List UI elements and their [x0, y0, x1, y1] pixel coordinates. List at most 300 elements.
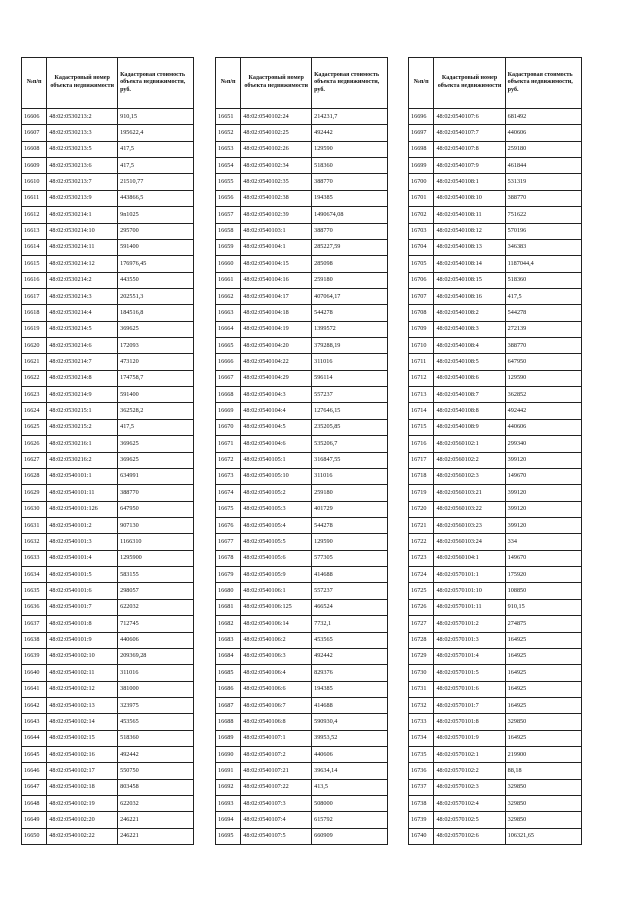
- cadastral-number: 48:02:0570101:11: [434, 599, 505, 615]
- row-number: 16631: [22, 517, 47, 533]
- cadastral-number: 48:02:0570102:3: [434, 779, 505, 795]
- cadastral-number: 48:02:0540101:8: [47, 616, 118, 632]
- cadastral-number: 48:02:0540101:2: [47, 517, 118, 533]
- cadastral-number: 48:02:0540102:12: [47, 681, 118, 697]
- table-row: [22, 648, 194, 664]
- table-row: [409, 305, 582, 321]
- cadastral-value: 295700: [118, 223, 194, 239]
- cadastral-value: 440606: [118, 632, 194, 648]
- row-number: 16682: [216, 616, 241, 632]
- table-row: [22, 321, 194, 337]
- row-number: 16655: [216, 174, 241, 190]
- row-number: 16724: [409, 567, 434, 583]
- cadastral-number: 48:02:0530214:9: [47, 387, 118, 403]
- row-number: 16633: [22, 550, 47, 566]
- cadastral-number: 48:02:0540102:16: [47, 747, 118, 763]
- cadastral-value: 127646,15: [312, 403, 388, 419]
- cadastral-number: 48:02:0540102:13: [47, 697, 118, 713]
- row-number: 16730: [409, 665, 434, 681]
- table-row: [22, 452, 194, 468]
- row-number: 16667: [216, 370, 241, 386]
- table-row: [22, 763, 194, 779]
- row-number: 16683: [216, 632, 241, 648]
- cadastral-value: 535206,7: [312, 436, 388, 452]
- cadastral-value: 311016: [312, 354, 388, 370]
- cadastral-value: 751622: [505, 207, 581, 223]
- cadastral-number: 48:02:0570101:2: [434, 616, 505, 632]
- cadastral-number: 48:02:0560103:24: [434, 534, 505, 550]
- table-row: [22, 174, 194, 190]
- table-row: [216, 599, 388, 615]
- table-row: [22, 681, 194, 697]
- row-number: 16626: [22, 436, 47, 452]
- cadastral-number: 48:02:0540105:3: [241, 501, 312, 517]
- table-row: [22, 305, 194, 321]
- cadastral-number: 48:02:0560103:23: [434, 517, 505, 533]
- table-row: [216, 697, 388, 713]
- cadastral-value: 369625: [118, 452, 194, 468]
- cadastral-value: 259180: [312, 272, 388, 288]
- cadastral-value: 399120: [505, 501, 581, 517]
- cadastral-value: 414688: [312, 697, 388, 713]
- row-number: 16708: [409, 305, 434, 321]
- row-number: 16642: [22, 697, 47, 713]
- row-number: 16619: [22, 321, 47, 337]
- cadastral-value: 577305: [312, 550, 388, 566]
- cadastral-number: 48:02:0540104:5: [241, 419, 312, 435]
- cadastral-number: 48:02:0570101:7: [434, 697, 505, 713]
- cadastral-value: 369625: [118, 321, 194, 337]
- table-row: [216, 828, 388, 844]
- cadastral-value: 164925: [505, 730, 581, 746]
- cadastral-number: 48:02:0530214:5: [47, 321, 118, 337]
- table-row: [409, 452, 582, 468]
- table-row: [22, 714, 194, 730]
- cadastral-value: 346383: [505, 239, 581, 255]
- row-number: 16701: [409, 190, 434, 206]
- cadastral-value: 596114: [312, 370, 388, 386]
- row-number: 16627: [22, 452, 47, 468]
- cadastral-value: 1166310: [118, 534, 194, 550]
- table-row: [22, 517, 194, 533]
- row-number: 16645: [22, 747, 47, 763]
- cadastral-number: 48:02:0540108:16: [434, 288, 505, 304]
- table-row: [216, 141, 388, 157]
- table-row: [216, 779, 388, 795]
- row-number: 16677: [216, 534, 241, 550]
- cadastral-value: 369625: [118, 436, 194, 452]
- cadastral-value: 803458: [118, 779, 194, 795]
- row-number: 16632: [22, 534, 47, 550]
- cadastral-number: 48:02:0570102:4: [434, 796, 505, 812]
- cadastral-number: 48:02:0540106:125: [241, 599, 312, 615]
- row-number: 16675: [216, 501, 241, 517]
- cadastral-value: 492442: [118, 747, 194, 763]
- cadastral-value: 417,5: [118, 419, 194, 435]
- row-number: 16651: [216, 109, 241, 125]
- table-row: [409, 616, 582, 632]
- table-row: [409, 730, 582, 746]
- row-number: 16658: [216, 223, 241, 239]
- header-cadastral-number: Кадастровый номер объекта недвижимости: [241, 58, 312, 109]
- table-row: [409, 648, 582, 664]
- cadastral-value: 7732,1: [312, 616, 388, 632]
- row-number: 16607: [22, 125, 47, 141]
- cadastral-number: 48:02:0540101:4: [47, 550, 118, 566]
- cadastral-value: 453565: [118, 714, 194, 730]
- cadastral-number: 48:02:0540105:10: [241, 468, 312, 484]
- row-number: 16639: [22, 648, 47, 664]
- row-number: 16727: [409, 616, 434, 632]
- cadastral-number: 48:02:0540104:19: [241, 321, 312, 337]
- row-number: 16668: [216, 387, 241, 403]
- row-number: 16648: [22, 796, 47, 812]
- cadastral-value: 531319: [505, 174, 581, 190]
- cadastral-number: 48:02:0540106:1: [241, 583, 312, 599]
- row-number: 16733: [409, 714, 434, 730]
- cadastral-value: 285227,59: [312, 239, 388, 255]
- cadastral-number: 48:02:0540102:20: [47, 812, 118, 828]
- table-row: [409, 534, 582, 550]
- cadastral-value: 334: [505, 534, 581, 550]
- table-row: [216, 517, 388, 533]
- cadastral-value: 557237: [312, 387, 388, 403]
- cadastral-value: 518360: [505, 272, 581, 288]
- table-row: [216, 648, 388, 664]
- cadastral-value: 1399572: [312, 321, 388, 337]
- cadastral-number: 48:02:0570101:5: [434, 665, 505, 681]
- row-number: 16731: [409, 681, 434, 697]
- table-row: [216, 501, 388, 517]
- cadastral-number: 48:02:0560103:22: [434, 501, 505, 517]
- table-row: [409, 239, 582, 255]
- row-number: 16620: [22, 338, 47, 354]
- row-number: 16623: [22, 387, 47, 403]
- cadastral-number: 48:02:0530215:2: [47, 419, 118, 435]
- cadastral-number: 48:02:0540107:4: [241, 812, 312, 828]
- row-number: 16638: [22, 632, 47, 648]
- row-number: 16657: [216, 207, 241, 223]
- cadastral-number: 48:02:0530214:10: [47, 223, 118, 239]
- cadastral-value: 129590: [505, 370, 581, 386]
- row-number: 16722: [409, 534, 434, 550]
- cadastral-number: 48:02:0530214:4: [47, 305, 118, 321]
- header-cadastral-value: Кадастровая стоимость объекта недвижимости, руб.: [118, 58, 194, 109]
- table-row: [22, 550, 194, 566]
- cadastral-value: 329850: [505, 779, 581, 795]
- table-row: [409, 517, 582, 533]
- cadastral-value: 647950: [505, 354, 581, 370]
- row-number: 16613: [22, 223, 47, 239]
- cadastral-value: 311016: [118, 665, 194, 681]
- cadastral-number: 48:02:0570102:6: [434, 828, 505, 844]
- table-row: [409, 583, 582, 599]
- cadastral-number: 48:02:0560102:2: [434, 452, 505, 468]
- row-number: 16696: [409, 109, 434, 125]
- cadastral-number: 48:02:0540102:38: [241, 190, 312, 206]
- table-row: [216, 256, 388, 272]
- register-table-2: [215, 57, 388, 845]
- row-number: 16716: [409, 436, 434, 452]
- cadastral-number: 48:02:0570101:9: [434, 730, 505, 746]
- table-row: [22, 534, 194, 550]
- cadastral-number: 48:02:0540102:26: [241, 141, 312, 157]
- row-number: 16614: [22, 239, 47, 255]
- cadastral-number: 48:02:0540108:8: [434, 403, 505, 419]
- cadastral-number: 48:02:0570102:2: [434, 763, 505, 779]
- table-row: [409, 550, 582, 566]
- row-number: 16665: [216, 338, 241, 354]
- cadastral-number: 48:02:0530214:12: [47, 256, 118, 272]
- table-row: [22, 109, 194, 125]
- row-number: 16628: [22, 468, 47, 484]
- header-cadastral-number: Кадастровый номер объекта недвижимости: [47, 58, 118, 109]
- cadastral-number: 48:02:0540102:17: [47, 763, 118, 779]
- row-number: 16678: [216, 550, 241, 566]
- cadastral-number: 48:02:0540102:18: [47, 779, 118, 795]
- cadastral-value: 175920: [505, 567, 581, 583]
- table-row: [22, 354, 194, 370]
- row-number: 16698: [409, 141, 434, 157]
- row-number: 16611: [22, 190, 47, 206]
- cadastral-number: 48:02:0540105:1: [241, 452, 312, 468]
- table-row: [216, 419, 388, 435]
- table-row: [216, 403, 388, 419]
- cadastral-number: 48:02:0540101:126: [47, 501, 118, 517]
- cadastral-value: 388770: [505, 190, 581, 206]
- cadastral-number: 48:02:0540103:1: [241, 223, 312, 239]
- row-number: 16705: [409, 256, 434, 272]
- cadastral-value: 417,5: [118, 158, 194, 174]
- row-number: 16621: [22, 354, 47, 370]
- table-row: [409, 828, 582, 844]
- table-row: [409, 125, 582, 141]
- cadastral-value: 149670: [505, 468, 581, 484]
- cadastral-number: 48:02:0570101:6: [434, 681, 505, 697]
- table-row: [409, 763, 582, 779]
- cadastral-value: 164925: [505, 681, 581, 697]
- cadastral-value: 440606: [505, 125, 581, 141]
- cadastral-number: 48:02:0540101:1: [47, 468, 118, 484]
- cadastral-number: 48:02:0540108:9: [434, 419, 505, 435]
- table-row: [22, 223, 194, 239]
- cadastral-value: 910,15: [505, 599, 581, 615]
- cadastral-value: 910,15: [118, 109, 194, 125]
- header-cadastral-value: Кадастровая стоимость объекта недвижимости, руб.: [505, 58, 581, 109]
- row-number: 16636: [22, 599, 47, 615]
- cadastral-value: 829376: [312, 665, 388, 681]
- table-row: [216, 158, 388, 174]
- cadastral-number: 48:02:0570101:4: [434, 648, 505, 664]
- row-number: 16707: [409, 288, 434, 304]
- table-row: [216, 321, 388, 337]
- cadastral-value: 259180: [312, 485, 388, 501]
- row-number: 16706: [409, 272, 434, 288]
- table-row: [22, 125, 194, 141]
- cadastral-value: 591400: [118, 387, 194, 403]
- table-row: [409, 288, 582, 304]
- row-number: 16704: [409, 239, 434, 255]
- cadastral-number: 48:02:0570101:1: [434, 567, 505, 583]
- row-number: 16685: [216, 665, 241, 681]
- cadastral-number: 48:02:0530214:6: [47, 338, 118, 354]
- table-row: [409, 370, 582, 386]
- cadastral-number: 48:02:0530213:5: [47, 141, 118, 157]
- table-row: [216, 730, 388, 746]
- table-row: [409, 485, 582, 501]
- row-number: 16680: [216, 583, 241, 599]
- table-row: [216, 616, 388, 632]
- row-number: 16740: [409, 828, 434, 844]
- cadastral-number: 48:02:0540106:8: [241, 714, 312, 730]
- table-row: [409, 109, 582, 125]
- cadastral-number: 48:02:0530213:9: [47, 190, 118, 206]
- cadastral-number: 48:02:0540105:5: [241, 534, 312, 550]
- table-row: [409, 779, 582, 795]
- row-number: 16726: [409, 599, 434, 615]
- cadastral-value: 329850: [505, 714, 581, 730]
- cadastral-number: 48:02:0540105:9: [241, 567, 312, 583]
- cadastral-value: 272139: [505, 321, 581, 337]
- cadastral-value: 401729: [312, 501, 388, 517]
- table-row: [216, 468, 388, 484]
- row-number: 16656: [216, 190, 241, 206]
- row-number: 16694: [216, 812, 241, 828]
- cadastral-number: 48:02:0540107:21: [241, 763, 312, 779]
- table-row: [409, 321, 582, 337]
- table-row: [409, 599, 582, 615]
- table-row: [22, 828, 194, 844]
- cadastral-number: 48:02:0540105:2: [241, 485, 312, 501]
- cadastral-value: 362852: [505, 387, 581, 403]
- cadastral-value: 492442: [312, 125, 388, 141]
- cadastral-value: 329850: [505, 796, 581, 812]
- row-number: 16715: [409, 419, 434, 435]
- cadastral-value: 518360: [312, 158, 388, 174]
- row-number: 16654: [216, 158, 241, 174]
- cadastral-value: 453565: [312, 632, 388, 648]
- table-row: [22, 697, 194, 713]
- cadastral-number: 48:02:0540108:14: [434, 256, 505, 272]
- table-row: [409, 567, 582, 583]
- cadastral-number: 48:02:0540108:6: [434, 370, 505, 386]
- cadastral-number: 48:02:0540108:2: [434, 305, 505, 321]
- table-row: [409, 419, 582, 435]
- cadastral-number: 48:02:0540102:25: [241, 125, 312, 141]
- cadastral-value: 214231,7: [312, 109, 388, 125]
- table-row: [216, 714, 388, 730]
- row-number: 16697: [409, 125, 434, 141]
- cadastral-number: 48:02:0540102:24: [241, 109, 312, 125]
- table-row: [409, 436, 582, 452]
- row-number: 16646: [22, 763, 47, 779]
- cadastral-value: 417,5: [505, 288, 581, 304]
- table-row: [216, 190, 388, 206]
- cadastral-number: 48:02:0540107:3: [241, 796, 312, 812]
- cadastral-number: 48:02:0540108:3: [434, 321, 505, 337]
- cadastral-value: 417,5: [118, 141, 194, 157]
- table-row: [216, 632, 388, 648]
- row-number: 16653: [216, 141, 241, 157]
- cadastral-number: 48:02:0540107:8: [434, 141, 505, 157]
- row-number: 16676: [216, 517, 241, 533]
- table-row: [409, 796, 582, 812]
- row-number: 16652: [216, 125, 241, 141]
- cadastral-number: 48:02:0540102:10: [47, 648, 118, 664]
- cadastral-number: 48:02:0540102:39: [241, 207, 312, 223]
- cadastral-number: 48:02:0530214:11: [47, 239, 118, 255]
- row-number: 16663: [216, 305, 241, 321]
- cadastral-value: 388770: [312, 174, 388, 190]
- cadastral-number: 48:02:0540104:17: [241, 288, 312, 304]
- cadastral-number: 48:02:0560102:3: [434, 468, 505, 484]
- table-row: [216, 174, 388, 190]
- cadastral-value: 235205,85: [312, 419, 388, 435]
- cadastral-number: 48:02:0570102:1: [434, 747, 505, 763]
- table-row: [216, 763, 388, 779]
- row-number: 16630: [22, 501, 47, 517]
- cadastral-number: 48:02:0570102:5: [434, 812, 505, 828]
- row-number: 16710: [409, 338, 434, 354]
- table-row: [22, 272, 194, 288]
- cadastral-value: 219900: [505, 747, 581, 763]
- cadastral-number: 48:02:0540101:11: [47, 485, 118, 501]
- cadastral-number: 48:02:0540107:9: [434, 158, 505, 174]
- cadastral-value: 1295900: [118, 550, 194, 566]
- table-row: [409, 141, 582, 157]
- cadastral-value: 176976,45: [118, 256, 194, 272]
- cadastral-number: 48:02:0530213:3: [47, 125, 118, 141]
- table-row: [22, 583, 194, 599]
- row-number: 16692: [216, 779, 241, 795]
- table-row: [216, 305, 388, 321]
- table-header-row: [409, 58, 582, 109]
- cadastral-value: 108850: [505, 583, 581, 599]
- table-row: [22, 796, 194, 812]
- table-row: [216, 288, 388, 304]
- cadastral-value: 634991: [118, 468, 194, 484]
- table-row: [216, 812, 388, 828]
- table-row: [22, 436, 194, 452]
- row-number: 16624: [22, 403, 47, 419]
- cadastral-number: 48:02:0540101:6: [47, 583, 118, 599]
- table-row: [216, 338, 388, 354]
- cadastral-number: 48:02:0540104:16: [241, 272, 312, 288]
- table-row: [22, 141, 194, 157]
- cadastral-value: 388770: [118, 485, 194, 501]
- table-row: [22, 190, 194, 206]
- table-row: [409, 256, 582, 272]
- cadastral-number: 48:02:0540102:19: [47, 796, 118, 812]
- cadastral-value: 399120: [505, 452, 581, 468]
- row-number: 16629: [22, 485, 47, 501]
- cadastral-number: 48:02:0540106:4: [241, 665, 312, 681]
- row-number: 16641: [22, 681, 47, 697]
- cadastral-value: 246221: [118, 812, 194, 828]
- cadastral-value: 492442: [312, 648, 388, 664]
- cadastral-value: 466524: [312, 599, 388, 615]
- row-number: 16647: [22, 779, 47, 795]
- row-number: 16703: [409, 223, 434, 239]
- table-row: [22, 567, 194, 583]
- row-number: 16688: [216, 714, 241, 730]
- row-number: 16608: [22, 141, 47, 157]
- table-row: [22, 403, 194, 419]
- cadastral-value: 557237: [312, 583, 388, 599]
- cadastral-value: 1187044,4: [505, 256, 581, 272]
- cadastral-number: 48:02:0540107:7: [434, 125, 505, 141]
- cadastral-value: 323975: [118, 697, 194, 713]
